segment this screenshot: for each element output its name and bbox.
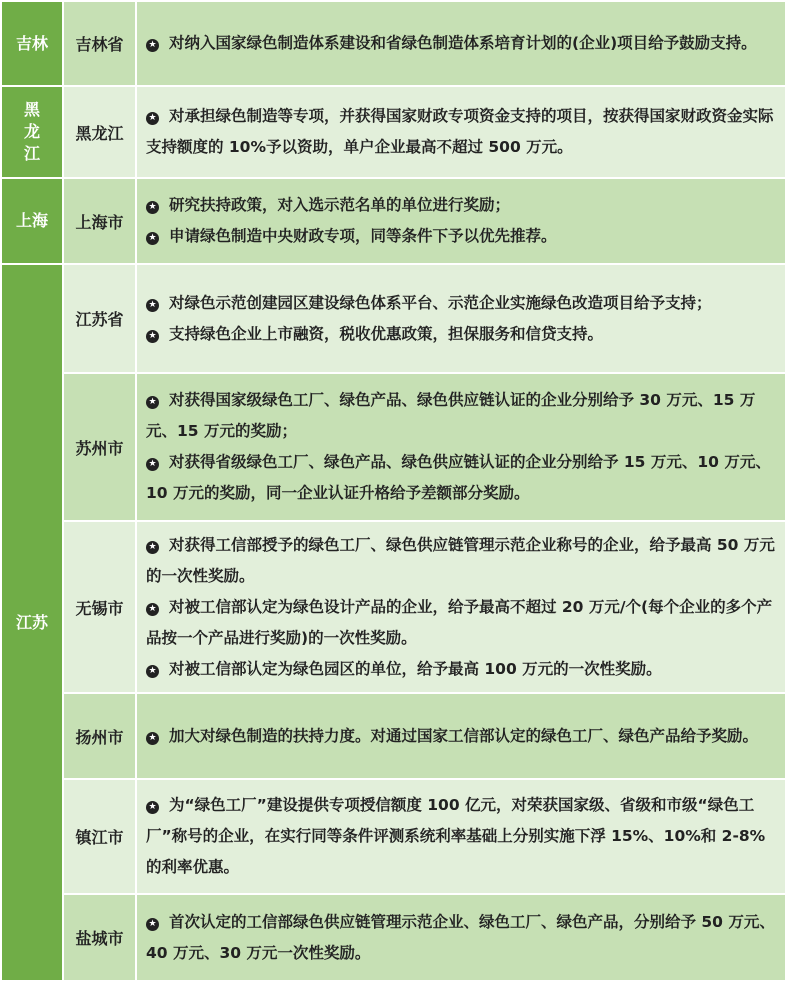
city-cell: 苏州市 [63,373,136,521]
policy-cell [136,178,786,264]
city-cell: 盐城市 [63,894,136,981]
policy-text: 对承担绿色制造等专项，并获得国家财政专项资金支持的项目，按获得国家财政资金实际支持额度的 10%予以资助，单户企业最高不超过 500 万元。 [146,107,774,156]
star-circle-icon: ★ [146,603,159,616]
policy-text: 对纳入国家绿色制造体系建设和省绿色制造体系培育计划的(企业)项目给予鼓励支持。 [169,34,757,52]
table-row [1,521,786,693]
table-row [1,178,786,264]
star-circle-icon: ★ [146,39,159,52]
policy-item [146,790,777,883]
policy-text: 对绿色示范创建园区建设绿色体系平台、示范企业实施绿色改造项目给予支持； [169,293,712,312]
policy-item [146,447,777,509]
policy-item [146,530,777,592]
policy-cell [136,1,786,86]
star-circle-icon: ★ [146,458,159,471]
policy-item [146,190,777,221]
policy-text: 对获得国家级绿色工厂、绿色产品、绿色供应链认证的企业分别给予 30 万元、15 万元、15 万元的奖励； [146,391,756,440]
table-row [1,693,786,779]
policy-item [146,319,777,350]
table-row [1,894,786,981]
policy-text: 首次认定的工信部绿色供应链管理示范企业、绿色工厂、绿色产品，分别给予 50 万元、40 万元、30 万元一次性奖励。 [146,912,775,962]
province-cell: 黑龙江 [1,86,63,178]
policy-item [146,221,777,252]
policy-item [146,101,777,163]
policy-cell [136,373,786,521]
table-row [1,86,786,178]
star-circle-icon: ★ [146,396,159,409]
star-circle-icon: ★ [146,665,159,678]
city-cell: 黑龙江 [63,86,136,178]
star-circle-icon: ★ [146,918,159,931]
policy-text: 对获得省级绿色工厂、绿色产品、绿色供应链认证的企业分别给予 15 万元、10 万元、10 万元的奖励，同一企业认证升格给予差额部分奖励。 [146,453,771,502]
policy-item [146,907,777,969]
province-cell: 江苏 [1,264,63,981]
policy-text: 研究扶持政策，对入选示范名单的单位进行奖励； [169,196,511,214]
policy-cell [136,894,786,981]
table-row [1,264,786,373]
policy-item [146,385,777,447]
policy-text: 对获得工信部授予的绿色工厂、绿色供应链管理示范企业称号的企业，给予最高 50 万元的一次性奖励。 [146,535,775,585]
policy-item [146,288,777,319]
city-cell: 扬州市 [63,693,136,779]
star-circle-icon: ★ [146,232,159,245]
table-row [1,373,786,521]
policy-cell [136,521,786,693]
city-cell: 吉林省 [63,1,136,86]
policy-cell [136,779,786,894]
star-circle-icon: ★ [146,112,159,125]
policy-cell [136,693,786,779]
policy-cell [136,86,786,178]
star-circle-icon: ★ [146,299,159,312]
policy-item [146,654,777,685]
policy-text: 支持绿色企业上市融资，税收优惠政策，担保服务和信贷支持。 [169,324,604,343]
policy-text: 对被工信部认定为绿色设计产品的企业，给予最高不超过 20 万元/个(每个企业的多个产品按一个产品进行奖励)的一次性奖励。 [146,597,773,647]
policy-item [146,592,777,654]
policy-item [146,28,777,59]
province-cell: 吉林 [1,1,63,86]
star-circle-icon: ★ [146,330,159,343]
policy-cell [136,264,786,373]
city-cell: 无锡市 [63,521,136,693]
star-circle-icon: ★ [146,801,159,814]
province-cell: 上海 [1,178,63,264]
policy-text: 申请绿色制造中央财政专项，同等条件下予以优先推荐。 [169,227,557,245]
star-circle-icon: ★ [146,201,159,214]
policy-text: 加大对绿色制造的扶持力度。对通过国家工信部认定的绿色工厂、绿色产品给予奖励。 [169,726,759,745]
policy-text: 为“绿色工厂”建设提供专项授信额度 100 亿元，对荣获国家级、省级和市级“绿色工厂”称号的企业，在实行同等条件评测系统利率基础上分别实施下浮 15%、10%和 2-8%的利率优惠。 [146,796,766,876]
table-row [1,1,786,86]
policy-text: 对被工信部认定为绿色园区的单位，给予最高 100 万元的一次性奖励。 [169,659,662,678]
city-cell: 江苏省 [63,264,136,373]
city-cell: 上海市 [63,178,136,264]
table-row [1,779,786,894]
city-cell: 镇江市 [63,779,136,894]
star-circle-icon: ★ [146,541,159,554]
star-circle-icon: ★ [146,732,159,745]
policy-item [146,721,777,752]
